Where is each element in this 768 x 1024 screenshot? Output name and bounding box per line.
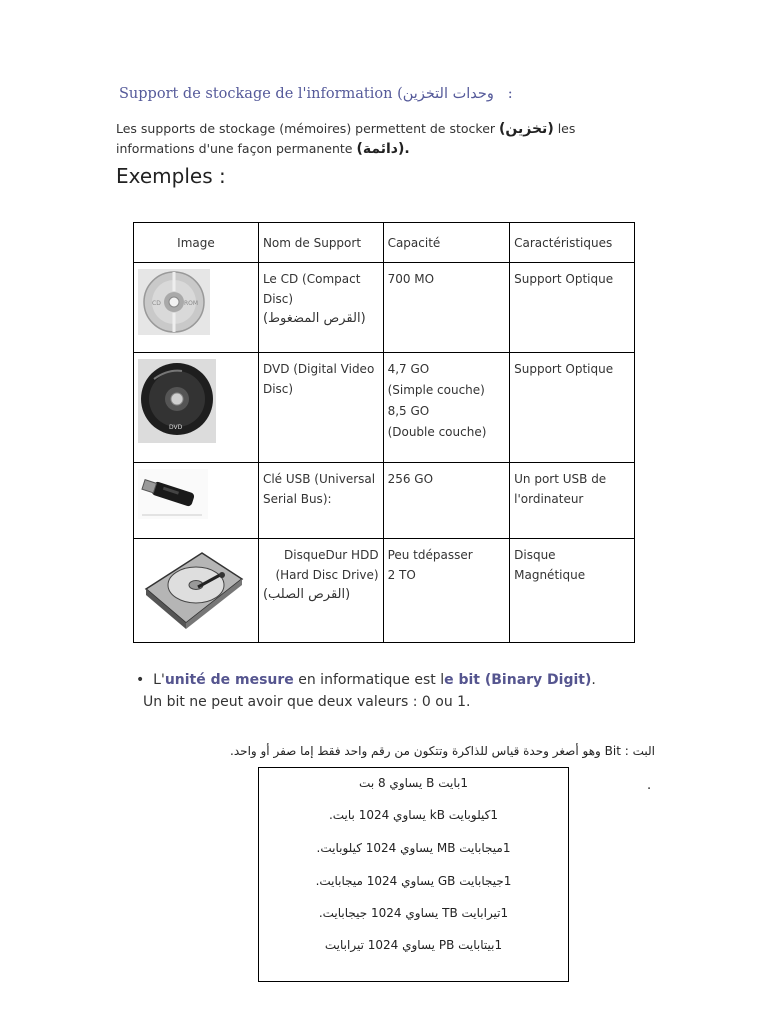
cd-feature: Support Optique bbox=[514, 272, 614, 286]
usb-icon bbox=[138, 469, 208, 519]
table-header-row bbox=[134, 223, 635, 263]
bit-definition-ar: البت : Bit وهو أصغر وحدة قياس للذاكرة وتتكون من رقم واحد فقط إما صفر أو واحد. bbox=[230, 744, 655, 758]
unit-line-kb: 1كيلوبايت kB يساوي 1024 بايت. bbox=[328, 808, 499, 822]
usb-name-cell bbox=[258, 463, 383, 539]
dvd-capacity-3: 8,5 GO bbox=[387, 404, 430, 418]
cd-name-ar: (القرص المضغوط) bbox=[262, 311, 366, 326]
dvd-feature: Support Optique bbox=[514, 362, 614, 376]
bullet-dot: • bbox=[136, 672, 154, 688]
usb-feature-cell bbox=[510, 463, 635, 539]
heading-fr: Support de stockage de l'information bbox=[119, 86, 393, 102]
usb-feature: Un port USB de l'ordinateur bbox=[514, 472, 607, 506]
bit-values-line: Un bit ne peut avoir que deux valeurs : 0 ou 1. bbox=[143, 694, 471, 710]
cd-capacity: 700 MO bbox=[387, 272, 435, 286]
dvd-feature-cell bbox=[510, 353, 635, 463]
table-row bbox=[134, 463, 635, 539]
usb-image-cell bbox=[134, 463, 259, 539]
cd-image-cell bbox=[134, 263, 259, 353]
intro-part2: les informations d'une façon permanente bbox=[116, 121, 576, 156]
units-box bbox=[258, 767, 569, 982]
header-features: Caractéristiques bbox=[510, 223, 635, 263]
cd-capacity-cell bbox=[383, 263, 510, 353]
intro-paragraph bbox=[116, 119, 636, 159]
cd-name: Le CD (Compact Disc) bbox=[262, 272, 361, 306]
bullet-highlight-unit: unité de mesure bbox=[164, 672, 294, 688]
unit-line-mb: 1ميجابايت MB يساوي 1024 كيلوبايت. bbox=[316, 841, 511, 855]
bullet-pre: L' bbox=[153, 672, 165, 688]
dvd-capacity-4: (Double couche) bbox=[387, 425, 487, 439]
header-image: Image bbox=[134, 223, 259, 263]
hdd-capacity-cell bbox=[383, 539, 510, 643]
unit-line-tb: 1تيرابايت TB يساوي 1024 جيجابايت. bbox=[318, 906, 509, 920]
cd-name-cell bbox=[258, 263, 383, 353]
bullet-post: . bbox=[591, 672, 596, 688]
cd-label-left: CD bbox=[152, 300, 161, 307]
hdd-capacity-1: Peu tdépasser bbox=[387, 548, 473, 562]
hdd-name-ar: (القرص الصلب) bbox=[262, 587, 351, 602]
dvd-label: DVD bbox=[169, 424, 183, 431]
bit-bullet bbox=[136, 672, 596, 688]
unit-line-gb: 1جيجابايت GB يساوي 1024 ميجابايت. bbox=[315, 874, 512, 888]
intro-part1: Les supports de stockage (mémoires) permettent de stocker bbox=[116, 121, 499, 136]
dvd-capacity-1: 4,7 GO bbox=[387, 362, 430, 376]
hdd-name-cell bbox=[258, 539, 383, 643]
hdd-name: DisqueDur HDD (Hard Disc Drive) bbox=[275, 548, 379, 582]
usb-name: Clé USB (Universal Serial Bus): bbox=[262, 472, 376, 506]
bullet-highlight-bit: e bit (Binary Digit) bbox=[444, 672, 592, 688]
heading-suffix: : bbox=[493, 86, 513, 102]
storage-table bbox=[133, 222, 635, 643]
intro-ar1: (تخزين) bbox=[499, 121, 554, 137]
page-heading bbox=[119, 86, 513, 102]
table-row bbox=[134, 539, 635, 643]
hdd-feature: Disque Magnétique bbox=[514, 548, 586, 582]
dvd-name-cell bbox=[258, 353, 383, 463]
dvd-capacity-cell bbox=[383, 353, 510, 463]
cd-icon bbox=[138, 269, 210, 335]
cd-label-right: ROM bbox=[184, 300, 199, 307]
cd-feature-cell bbox=[510, 263, 635, 353]
bullet-mid: en informatique est l bbox=[293, 672, 445, 688]
header-capacity: Capacité bbox=[383, 223, 510, 263]
intro-ar2: (دائمة). bbox=[356, 141, 410, 157]
hdd-feature-cell bbox=[510, 539, 635, 643]
unit-line-pb: 1بيتابايت PB يساوي 1024 تيرابايت bbox=[324, 938, 503, 952]
header-name: Nom de Support bbox=[258, 223, 383, 263]
table-row bbox=[134, 263, 635, 353]
usb-capacity: 256 GO bbox=[387, 472, 434, 486]
table-row bbox=[134, 353, 635, 463]
hdd-image-cell bbox=[134, 539, 259, 643]
hard-drive-icon bbox=[138, 545, 248, 629]
dvd-name: DVD (Digital Video Disc) bbox=[262, 362, 375, 396]
dvd-image-cell bbox=[134, 353, 259, 463]
dvd-icon bbox=[138, 359, 216, 443]
stray-dot: . bbox=[647, 778, 652, 793]
hdd-capacity-2: 2 TO bbox=[387, 568, 416, 582]
usb-capacity-cell bbox=[383, 463, 510, 539]
dvd-capacity-2: (Simple couche) bbox=[387, 383, 485, 397]
unit-line-byte: 1بايت B يساوي 8 بت bbox=[359, 776, 468, 790]
examples-label: Exemples : bbox=[116, 164, 226, 188]
heading-ar: (وحدات التخزين bbox=[397, 86, 494, 102]
